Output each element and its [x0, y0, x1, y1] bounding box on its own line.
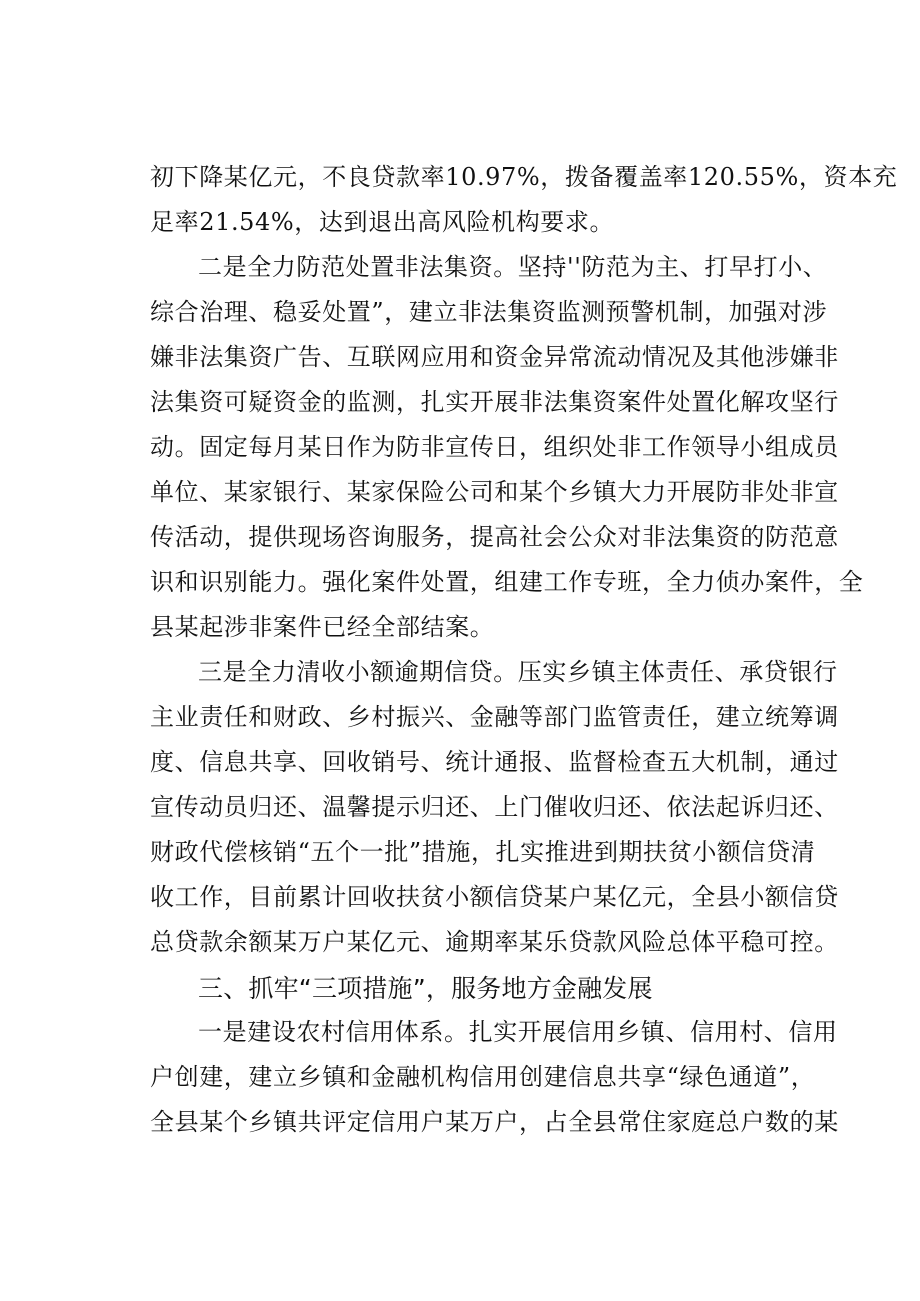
- body-text-line: 全县某个乡镇共评定信用户某万户，占全县常住家庭总户数的某: [150, 1108, 839, 1136]
- body-text-line: 主业责任和财政、乡村振兴、金融等部门监管责任，建立统筹调: [150, 703, 839, 731]
- body-text-line: 足率21.54%，达到退出高风险机构要求。: [150, 208, 615, 236]
- body-text-line: 初下降某亿元，不良贷款率10.97%，拨备覆盖率120.55%，资本充: [150, 163, 898, 191]
- body-text-line: 财政代偿核销“五个一批”措施，扎实推进到期扶贫小额信贷清: [150, 838, 816, 866]
- body-text-line: 动。固定每月某日作为防非宣传日，组织处非工作领导小组成员: [150, 433, 839, 461]
- body-text-line: 单位、某家银行、某家保险公司和某个乡镇大力开展防非处非宣: [150, 478, 839, 506]
- body-text-line: 识和识别能力。强化案件处置，组建工作专班，全力侦办案件，全: [150, 568, 864, 596]
- body-text-line: 总贷款余额某万户某亿元、逾期率某乐贷款风险总体平稳可控。: [150, 928, 839, 956]
- paragraph-first-line: 一是建设农村信用体系。扎实开展信用乡镇、信用村、信用: [198, 1018, 838, 1046]
- body-text-line: 综合治理、稳妥处置”，建立非法集资监测预警机制，加强对涉: [150, 298, 828, 326]
- body-text-line: 度、信息共享、回收销号、统计通报、监督检查五大机制，通过: [150, 748, 839, 776]
- body-text-line: 传活动，提供现场咨询服务，提高社会公众对非法集资的防范意: [150, 523, 839, 551]
- body-text-line: 县某起涉非案件已经全部结案。: [150, 613, 495, 641]
- body-text-line: 法集资可疑资金的监测，扎实开展非法集资案件处置化解攻坚行: [150, 388, 839, 416]
- body-text-line: 户创建，建立乡镇和金融机构信用创建信息共享“绿色通道”，: [150, 1063, 816, 1091]
- section-heading: 三、抓牢“三项措施”，服务地方金融发展: [198, 974, 653, 1003]
- body-text-line: 嫌非法集资广告、互联网应用和资金异常流动情况及其他涉嫌非: [150, 343, 839, 371]
- paragraph-first-line: 三是全力清收小额逾期信贷。压实乡镇主体责任、承贷银行: [198, 658, 838, 686]
- body-text-line: 宣传动员归还、温馨提示归还、上门催收归还、依法起诉归还、: [150, 793, 839, 821]
- paragraph-first-line: 二是全力防范处置非法集资。坚持''防范为主、打早打小、: [198, 253, 828, 281]
- body-text-line: 收工作，目前累计回收扶贫小额信贷某户某亿元，全县小额信贷: [150, 883, 839, 911]
